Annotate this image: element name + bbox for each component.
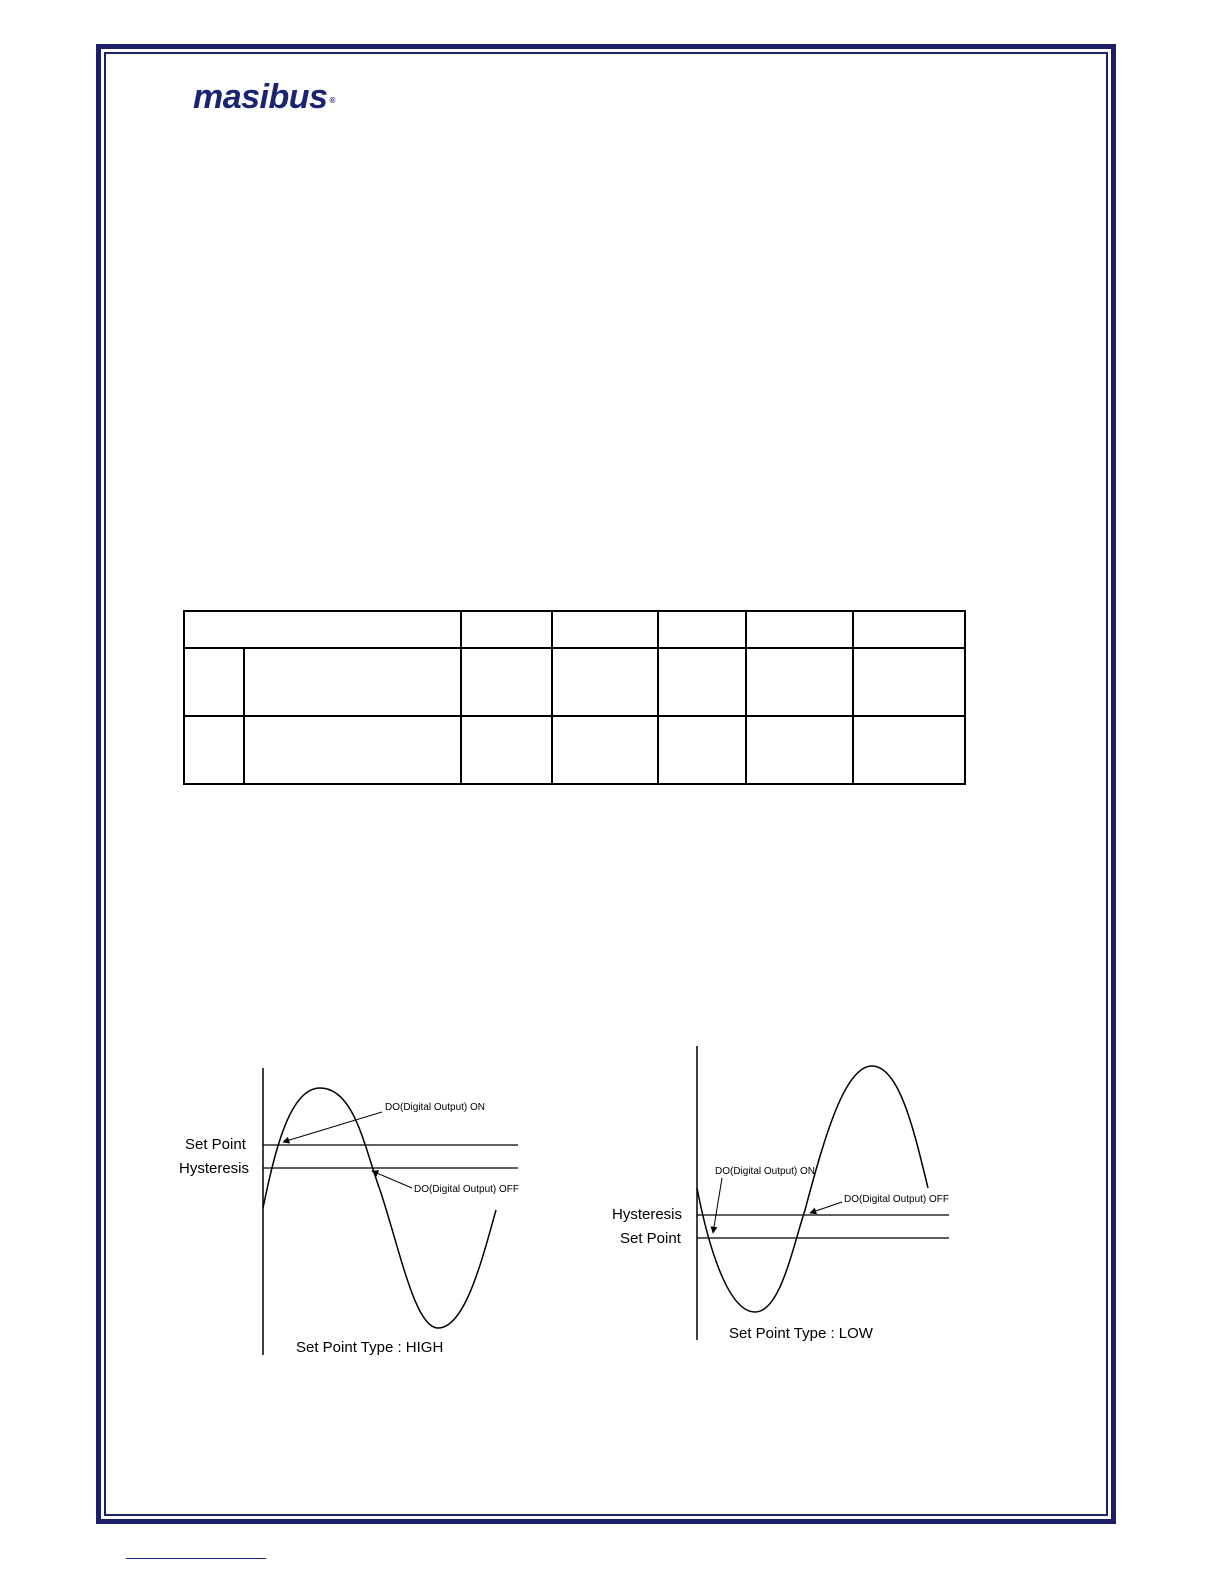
table-cell xyxy=(658,716,745,784)
table-cell xyxy=(461,648,552,716)
process-value-curve xyxy=(263,1088,496,1328)
footer-link-underline xyxy=(126,1558,266,1559)
specification-table xyxy=(183,610,966,785)
table-cell xyxy=(244,648,461,716)
table-cell xyxy=(853,648,965,716)
table-cell xyxy=(552,648,658,716)
set-point-label: Set Point xyxy=(185,1136,246,1153)
table-header-cell xyxy=(184,611,461,648)
masibus-logo: masibus ® xyxy=(193,78,335,116)
table-cell xyxy=(746,648,853,716)
table-cell xyxy=(184,716,244,784)
do-on-label: DO(Digital Output) ON xyxy=(715,1166,816,1177)
do-on-label: DO(Digital Output) ON xyxy=(385,1102,486,1113)
hysteresis-label: Hysteresis xyxy=(612,1206,683,1223)
figure-caption: Set Point Type : HIGH xyxy=(296,1339,444,1356)
hysteresis-label: Hysteresis xyxy=(179,1160,250,1177)
do-off-arrow xyxy=(810,1202,842,1213)
table-cell xyxy=(853,716,965,784)
table-header-cell xyxy=(552,611,658,648)
table-cell xyxy=(184,648,244,716)
table-cell xyxy=(658,648,745,716)
table-header-cell xyxy=(658,611,745,648)
do-off-label: DO(Digital Output) OFF xyxy=(844,1194,950,1205)
do-on-arrow xyxy=(283,1112,382,1142)
table-header-cell xyxy=(853,611,965,648)
table-cell xyxy=(552,716,658,784)
table-row xyxy=(184,648,965,716)
table-cell xyxy=(746,716,853,784)
table-header-cell xyxy=(746,611,853,648)
do-on-arrow xyxy=(713,1178,722,1233)
table-cell xyxy=(244,716,461,784)
table-header-row xyxy=(184,611,965,648)
setpoint-high-diagram xyxy=(170,1060,530,1370)
table-cell xyxy=(461,716,552,784)
set-point-label: Set Point xyxy=(620,1230,681,1247)
process-value-curve xyxy=(697,1066,928,1312)
table-row xyxy=(184,716,965,784)
table-header-cell xyxy=(461,611,552,648)
figure-caption: Set Point Type : LOW xyxy=(729,1325,873,1342)
registered-mark: ® xyxy=(329,96,335,105)
setpoint-low-diagram xyxy=(600,1040,960,1350)
do-off-label: DO(Digital Output) OFF xyxy=(414,1184,520,1195)
